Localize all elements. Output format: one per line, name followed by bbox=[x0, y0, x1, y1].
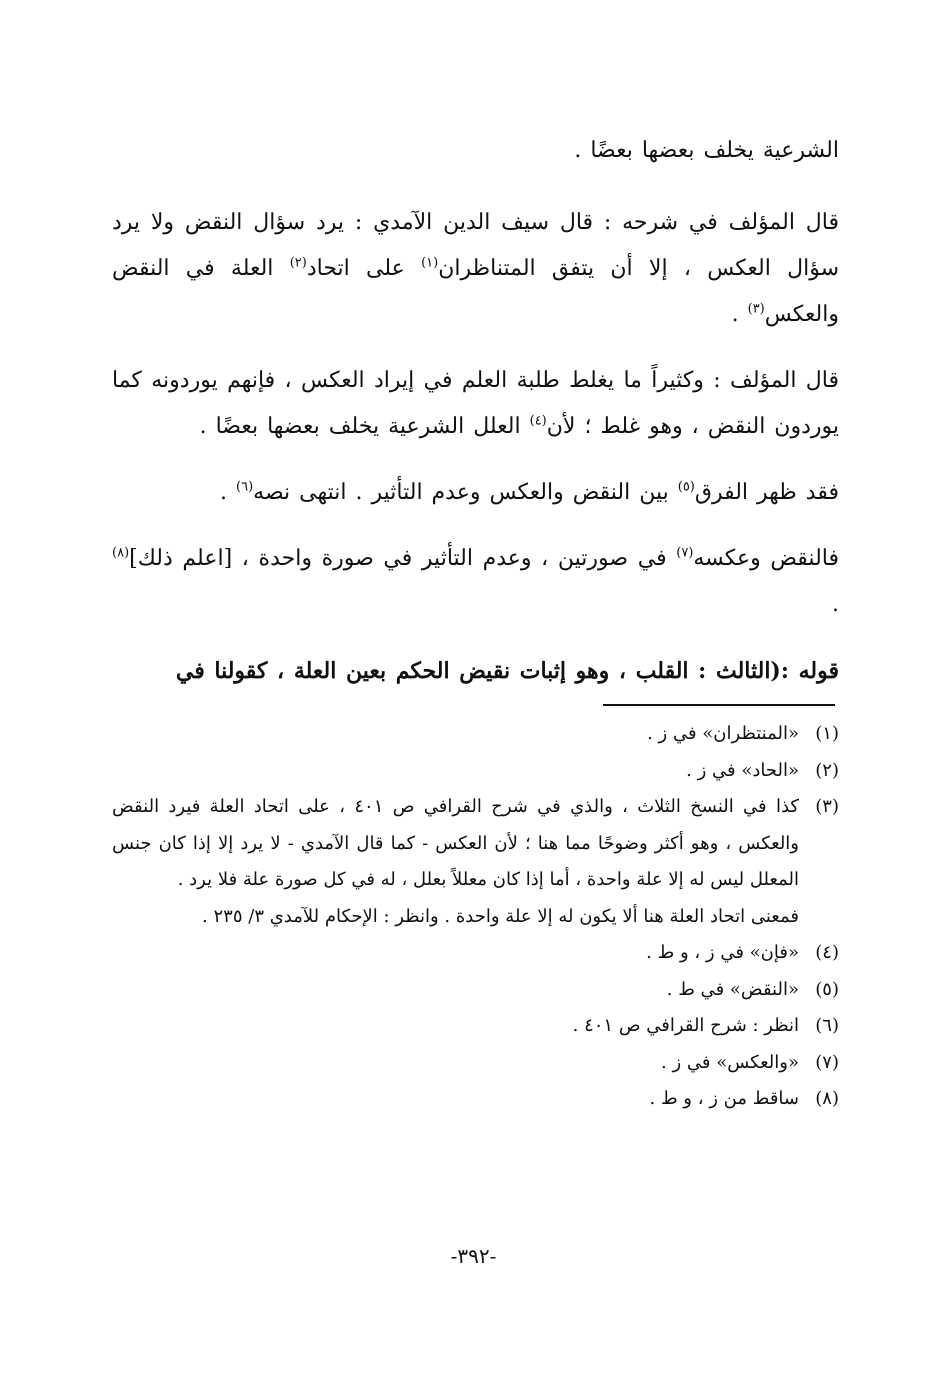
paragraph-1: الشرعية يخلف بعضها بعضًا . bbox=[574, 138, 839, 163]
footnote-7 bbox=[112, 1045, 839, 1082]
footnote-number: (٨) bbox=[815, 1088, 839, 1109]
paragraph-2-part-d: . bbox=[731, 302, 748, 327]
footnote-text: «والعكس» في ز . bbox=[661, 1051, 799, 1073]
footnote-ref-1[interactable]: (١) bbox=[421, 255, 439, 271]
footnote-4 bbox=[112, 935, 839, 972]
footnote-ref-4[interactable]: (٤) bbox=[529, 413, 547, 429]
footnote-separator bbox=[603, 704, 835, 706]
footnote-number: (٥) bbox=[815, 978, 839, 1000]
footnote-text: «المنتظران» في ز . bbox=[647, 723, 799, 744]
footnote-text: كذا في النسخ الثلاث ، والذي في شرح القرافي ص ٤٠١ ، على اتحاد العلة فيرد النقض والعكس ، وهو أكثر وضوحًا مما هنا ؛ لأن العكس - كما قال الآمدي - لا يرد إلا إذا كان جنس المعلل ليس له إلا علة واحدة ، أما إذا كان معللاً بعلل ، له في كل صورة علة فلا يرد . bbox=[112, 796, 799, 890]
footnote-number: (١) bbox=[815, 723, 839, 744]
footnote-3 bbox=[112, 789, 839, 899]
footnote-text: «النقض» في ط . bbox=[666, 978, 799, 1000]
paragraph-4-part-b: بين النقض والعكس وعدم التأثير . انتهى نصه bbox=[253, 480, 678, 505]
paragraph-6-quote: قوله :(الثالث : القلب ، وهو إثبات نقيض الحكم بعين العلة ، كقولنا في bbox=[175, 658, 839, 684]
page-number: -٣٩٢- bbox=[450, 1244, 497, 1268]
paragraph-5-part-c: . bbox=[832, 592, 839, 617]
footnote-6 bbox=[112, 1008, 839, 1045]
main-text bbox=[112, 128, 839, 714]
paragraph-2 bbox=[112, 200, 839, 338]
paragraph-3-part-b: العلل الشرعية يخلف بعضها بعضًا . bbox=[199, 414, 530, 439]
footnote-1 bbox=[112, 716, 839, 753]
footnote-ref-6[interactable]: (٦) bbox=[236, 479, 254, 495]
paragraph-3 bbox=[112, 358, 839, 450]
footnote-number: (٢) bbox=[815, 759, 839, 781]
paragraph-5-part-a: فالنقض وعكسه bbox=[693, 546, 839, 571]
paragraph-5 bbox=[112, 536, 839, 628]
footnote-3-continuation: فمعنى اتحاد العلة هنا ألا يكون له إلا علة واحدة . وانظر : الإحكام للآمدي ٣/ ٢٣٥ . bbox=[202, 905, 799, 927]
paragraph-3-part-a: قال المؤلف : وكثيراً ما يغلط طلبة العلم في إيراد العكس ، فإنهم يوردونه كما يوردون النقض ، وهو غلط ؛ لأن bbox=[112, 368, 839, 439]
footnote-text: «فإن» في ز ، و ط . bbox=[646, 942, 799, 963]
footnote-ref-5[interactable]: (٥) bbox=[677, 479, 695, 495]
footnote-number: (٦) bbox=[815, 1015, 839, 1036]
footnote-ref-7[interactable]: (٧) bbox=[676, 545, 694, 561]
footnote-8 bbox=[112, 1081, 839, 1118]
footnote-text: ساقط من ز ، و ط . bbox=[649, 1088, 799, 1109]
footnote-number: (٣) bbox=[815, 796, 839, 817]
footnote-ref-2[interactable]: (٢) bbox=[289, 255, 307, 271]
paragraph-4 bbox=[112, 470, 839, 516]
paragraph-4-part-c: . bbox=[220, 480, 237, 505]
footnote-number: (٤) bbox=[815, 942, 839, 963]
paragraph-5-part-b: في صورتين ، وعدم التأثير في صورة واحدة ، [اعلم ذلك] bbox=[129, 546, 677, 571]
footnote-text: انظر : شرح القرافي ص ٤٠١ . bbox=[572, 1015, 799, 1036]
footnote-5 bbox=[112, 972, 839, 1009]
paragraph-4-part-a: فقد ظهر الفرق bbox=[694, 480, 839, 505]
footnote-text: «الحاد» في ز . bbox=[686, 759, 799, 781]
paragraph-2-part-a: قال المؤلف في شرحه : قال سيف الدين الآمدي : يرد سؤال النقض ولا يرد سؤال العكس ، إلا أن يتفق المتناظران bbox=[112, 210, 840, 281]
footnote-ref-3[interactable]: (٣) bbox=[747, 301, 765, 317]
paragraph-2-part-b: على اتحاد bbox=[306, 256, 422, 281]
footnotes bbox=[112, 716, 839, 1118]
footnote-number: (٧) bbox=[815, 1051, 839, 1073]
footnote-2 bbox=[112, 753, 839, 790]
footnote-ref-8[interactable]: (٨) bbox=[112, 545, 130, 561]
paragraph-2-part-c: العلة في النقض والعكس bbox=[112, 256, 839, 327]
